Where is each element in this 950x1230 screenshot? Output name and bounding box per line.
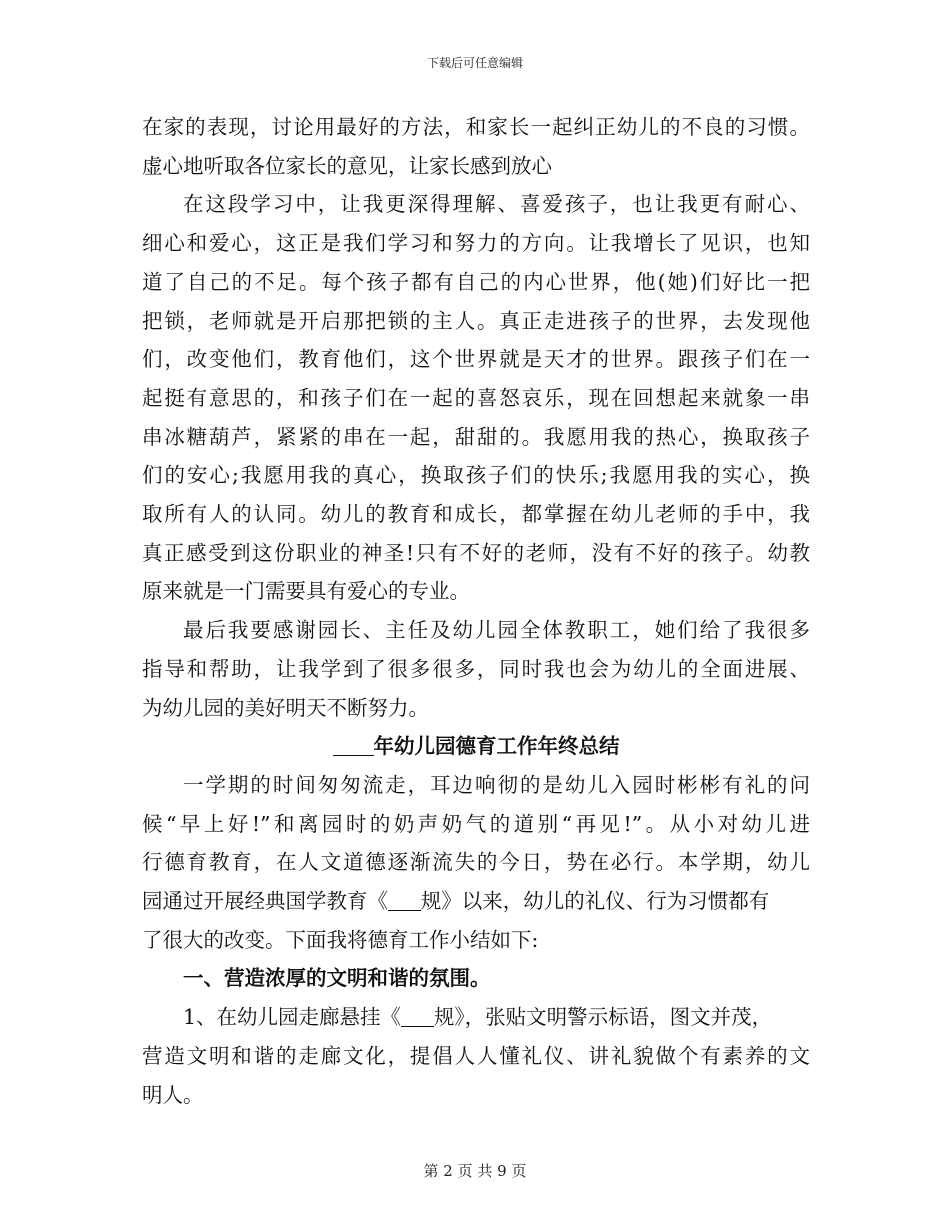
section-title-text: 年幼儿园德育工作年终总结: [373, 734, 620, 759]
text-line: 串冰糖葫芦，紧紧的串在一起，甜甜的。我愿用我的热心，换取孩子: [142, 424, 810, 449]
text-line: 指导和帮助，让我学到了很多很多，同时我也会为幼儿的全面进展、: [142, 656, 810, 681]
text-line: 一学期的时间匆匆流走，耳边响彻的是幼儿入园时彬彬有礼的问: [183, 772, 810, 797]
fill-in-blank: [401, 1006, 434, 1028]
text-line: 在家的表现，讨论用最好的方法，和家长一起纠正幼儿的不良的习惯。: [142, 115, 810, 139]
text-line: 为幼儿园的美好明天不断努力。: [142, 695, 429, 720]
heading-1: 一、营造浓厚的文明和谐的氛围。: [183, 966, 491, 991]
text-fragment: 规》以来，幼儿的礼仪、行为习惯都有: [420, 889, 770, 914]
paragraph-3: [142, 611, 810, 727]
text-fragment: 规》，张贴文明警示标语，图文并茂，: [433, 1005, 773, 1030]
text-line: 们的安心;我愿用我的真心，换取孩子们的快乐;我愿用我的实心，换: [142, 463, 810, 488]
page-header: 下载后可任意编辑: [426, 56, 523, 70]
text-line: 明人。: [142, 1082, 204, 1107]
text-line: 们，改变他们，教育他们，这个世界就是天才的世界。跟孩子们在一: [142, 347, 810, 372]
text-line: 起挺有意思的，和孩子们在一起的喜怒哀乐，现在回想起来就象一串: [142, 385, 810, 410]
paragraph-1: [142, 108, 810, 185]
text-line: 候“早上好!”和离园时的奶声奶气的道别“再见!”。从小对幼儿进: [142, 811, 810, 836]
text-line: 营造文明和谐的走廊文化，提倡人人懂礼仪、讲礼貌做个有素养的文: [142, 1043, 810, 1068]
text-line: 细心和爱心，这正是我们学习和努力的方向。让我增长了见识，也知: [142, 231, 810, 256]
text-line: 行德育教育，在人文道德逐渐流失的今日，势在必行。本学期，幼儿: [142, 850, 810, 875]
page-footer: 第 2 页 共 9 页: [423, 1162, 527, 1180]
text-line: 真正感受到这份职业的神圣!只有不好的老师，没有不好的孩子。幼教: [142, 540, 810, 565]
text-line: 道了自己的不足。每个孩子都有自己的内心世界，他(她)们好比一把: [142, 269, 810, 294]
document-body: [142, 108, 810, 1114]
text-line: [142, 882, 810, 921]
fill-in-blank: [388, 890, 421, 912]
text-line: 最后我要感谢园长、主任及幼儿园全体教职工，她们给了我很多: [183, 618, 810, 643]
text-line: 虚心地听取各位家长的意见，让家长感到放心: [142, 153, 552, 178]
text-line: 取所有人的认同。幼儿的教育和成长，都掌握在幼儿老师的手中，我: [142, 502, 810, 527]
text-line: [142, 998, 810, 1037]
text-fragment: 1、在幼儿园走廊悬挂《: [183, 1005, 402, 1030]
text-line: 在这段学习中，让我更深得理解、喜爱孩子，也让我更有耐心、: [183, 192, 810, 217]
section-title: [142, 727, 810, 766]
text-line: 原来就是一门需要具有爱心的专业。: [142, 579, 470, 604]
fill-in-blank: [333, 735, 374, 757]
paragraph-2: [142, 185, 810, 611]
text-line: 把锁，老师就是开启那把锁的主人。真正走进孩子的世界，去发现他: [142, 308, 810, 333]
text-line: 了很大的改变。下面我将德育工作小结如下:: [142, 927, 539, 952]
paragraph-4: [142, 766, 810, 960]
text-fragment: 园通过开展经典国学教育《: [142, 889, 388, 914]
paragraph-5: [142, 998, 810, 1114]
